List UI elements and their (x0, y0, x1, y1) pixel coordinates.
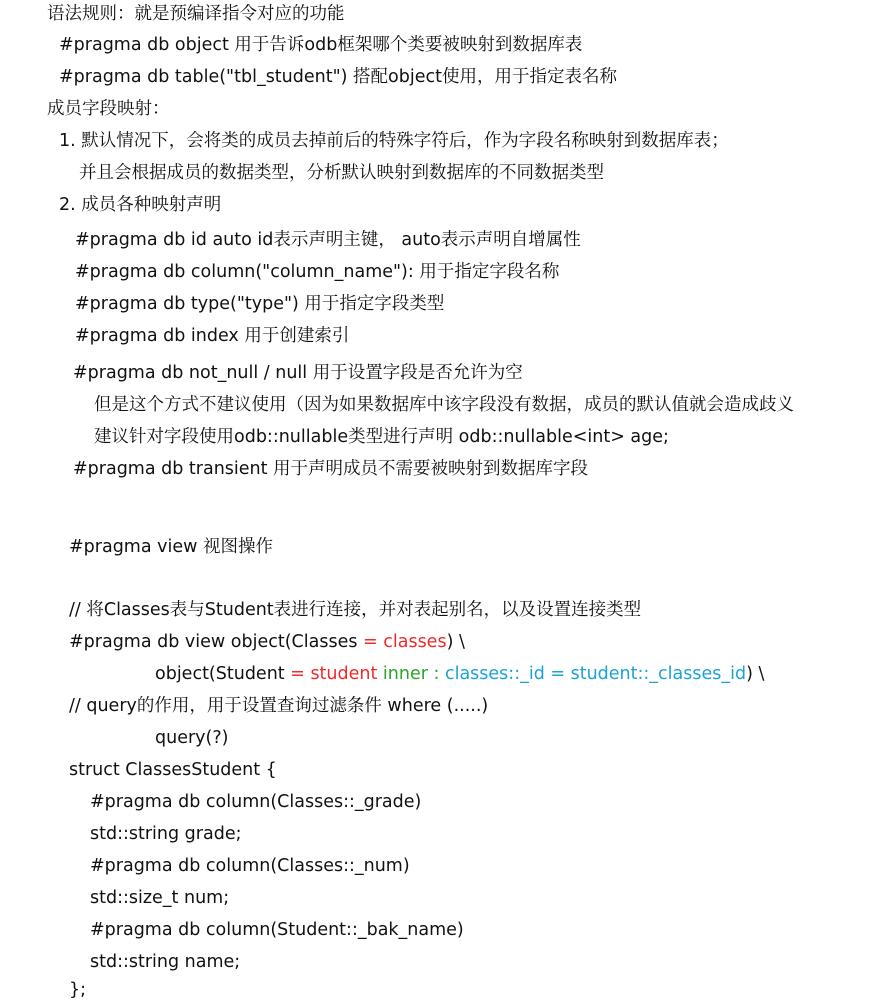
not-null-warning-line: 但是这个方式不建议使用（因为如果数据库中该字段没有数据，成员的默认值就会造成歧义 (94, 395, 794, 415)
student-object-suffix: ) \ (746, 664, 765, 684)
struct-close: }; (69, 980, 87, 1000)
pragma-index-line: #pragma db index 用于创建索引 (75, 326, 350, 346)
struct-open: struct ClassesStudent { (69, 760, 277, 780)
student-alias: = student (290, 664, 378, 684)
member-num: std::size_t num; (90, 888, 230, 908)
member-pragma-name: #pragma db column(Student::_bak_name) (90, 920, 464, 940)
pragma-id-auto-line: #pragma db id auto id表示声明主键， auto表示声明自增属性 (75, 230, 581, 250)
query-call: query(?) (155, 728, 229, 748)
pragma-column-line: #pragma db column("column_name"): 用于指定字段名称 (75, 262, 560, 282)
pragma-table-line: #pragma db table("tbl_student") 搭配object使用，用于指定表名称 (59, 67, 617, 87)
syntax-rules-heading: 语法规则：就是预编译指令对应的功能 (47, 4, 345, 24)
pragma-view-heading: #pragma view 视图操作 (69, 537, 273, 557)
member-grade: std::string grade; (90, 824, 242, 844)
view-object-prefix: #pragma db view object(Classes (69, 632, 364, 652)
inner-join-keyword: inner : (382, 664, 440, 684)
student-object-prefix: object(Student (155, 664, 291, 684)
pragma-object-line: #pragma db object 用于告诉odb框架哪个类要被映射到数据库表 (59, 35, 583, 55)
pragma-type-line: #pragma db type("type") 用于指定字段类型 (75, 294, 445, 314)
default-mapping-detail: 并且会根据成员的数据类型，分析默认映射到数据库的不同数据类型 (79, 163, 604, 183)
member-pragma-grade: #pragma db column(Classes::_grade) (90, 792, 422, 812)
student-join-line (155, 662, 764, 686)
member-mapping-heading: 成员字段映射： (47, 99, 170, 119)
pragma-not-null-line: #pragma db not_null / null 用于设置字段是否允许为空 (73, 363, 523, 383)
join-condition: classes::_id = student::_classes_id (444, 664, 747, 684)
view-object-suffix: ) \ (446, 632, 465, 652)
default-mapping-item: 1. 默认情况下，会将类的成员去掉前后的特殊字符后，作为字段名称映射到数据库表； (59, 131, 729, 151)
member-pragma-num: #pragma db column(Classes::_num) (90, 856, 410, 876)
member-name: std::string name; (90, 952, 241, 972)
pragma-transient-line: #pragma db transient 用于声明成员不需要被映射到数据库字段 (73, 459, 589, 479)
view-object-line (69, 630, 465, 654)
nullable-suggestion-line: 建议针对字段使用odb::nullable类型进行声明 odb::nullable<int> age; (94, 427, 669, 447)
classes-alias: = classes (363, 632, 447, 652)
mapping-declarations-item: 2. 成员各种映射声明 (59, 195, 222, 215)
query-comment: // query的作用，用于设置查询过滤条件 where (.....) (69, 696, 489, 716)
view-join-comment: // 将Classes表与Student表进行连接，并对表起别名，以及设置连接类型 (69, 600, 642, 620)
